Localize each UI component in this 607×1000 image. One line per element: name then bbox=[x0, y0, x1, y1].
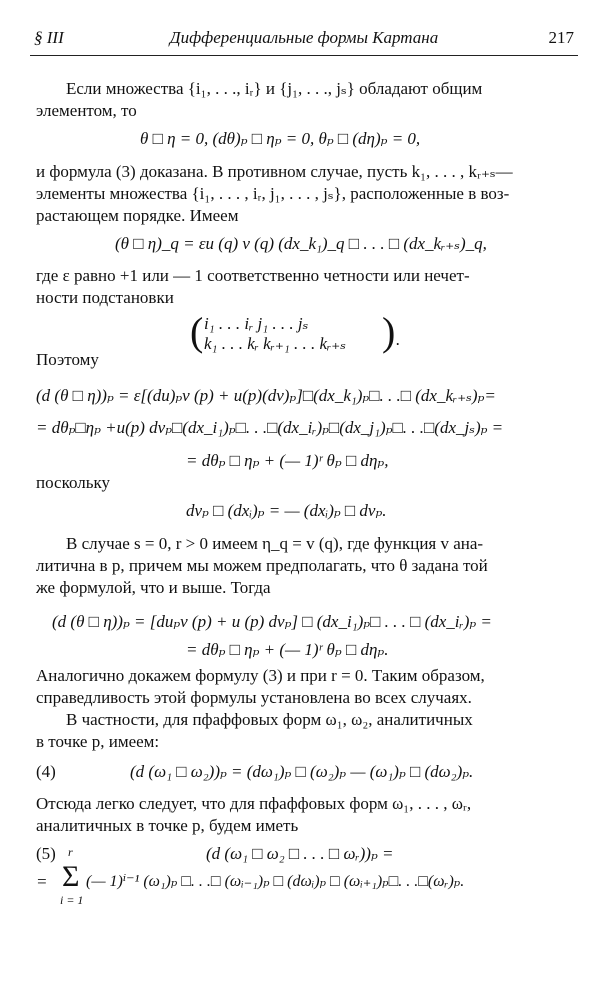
permutation-period: . bbox=[396, 330, 401, 349]
text-line: же формулой, что и выше. Тогда bbox=[36, 578, 271, 597]
text-line: литична в p, причем мы можем предполагать, что θ задана той bbox=[36, 556, 488, 575]
equation: = dθₚ □ ηₚ + (— 1)ʳ θₚ □ dηₚ, bbox=[186, 451, 389, 470]
matrix-left-paren: ( bbox=[190, 309, 204, 354]
text-line: В случае s = 0, r > 0 имеем η_q = v (q), где функция v ана- bbox=[66, 534, 484, 553]
text-line: поскольку bbox=[36, 473, 110, 492]
summation-sign: Σ bbox=[62, 860, 80, 893]
equation: (d (ω₁ □ ω₂))ₚ = (dω₁)ₚ □ (ω₂)ₚ — (ω₁)ₚ □ (dω₂)ₚ. bbox=[130, 762, 474, 781]
sum-upper-limit: r bbox=[68, 845, 73, 859]
equation: (d (θ □ η))ₚ = ε[(du)ₚv (p) + u(p)(dv)ₚ]□(dx_k₁)ₚ□. . .□ (dx_kᵣ₊ₛ)ₚ= bbox=[36, 386, 496, 405]
text-line: Поэтому bbox=[36, 350, 99, 369]
sum-lower-limit: i = 1 bbox=[60, 893, 84, 907]
text-line: растающем порядке. Имеем bbox=[36, 206, 239, 225]
equals-sign: = bbox=[36, 872, 48, 891]
page-number: 217 bbox=[548, 28, 574, 47]
text-line: Если множества {i₁, . . ., iᵣ} и {j₁, . . ., jₛ} обладают общим bbox=[66, 79, 483, 98]
text-line: аналитичных в точке p, будем иметь bbox=[36, 816, 299, 835]
text-line: и формула (3) доказана. В противном случае, пусть k₁, . . . , kᵣ₊ₛ— bbox=[36, 162, 513, 181]
text-line: Отсюда легко следует, что для пфаффовых форм ω₁, . . . , ωᵣ, bbox=[36, 794, 472, 813]
text-line: В частности, для пфаффовых форм ω₁, ω₂, аналитичных bbox=[66, 710, 473, 729]
permutation-bottom-row: k₁ . . . kᵣ kᵣ₊₁ . . . kᵣ₊ₛ bbox=[204, 334, 346, 353]
equation: dvₚ □ (dxᵢ)ₚ = — (dxᵢ)ₚ □ dvₚ. bbox=[186, 501, 387, 520]
text-line: справедливость этой формулы установлена во всех случаях. bbox=[36, 688, 472, 707]
text-line: Аналогично докажем формулу (3) и при r = 0. Таким образом, bbox=[36, 666, 485, 685]
running-header bbox=[30, 28, 578, 54]
equation: (θ □ η)_q = εu (q) v (q) (dx_k₁)_q □ . . . □ (dx_kᵣ₊ₛ)_q, bbox=[115, 234, 487, 253]
text-line: элементы множества {i₁, . . . , iᵣ, j₁, . . . , jₛ}, расположенные в воз- bbox=[36, 184, 510, 203]
chapter-title: Дифференциальные формы Картана bbox=[169, 28, 439, 47]
equation-number: (4) bbox=[36, 762, 56, 781]
text-line: элементом, то bbox=[36, 101, 137, 120]
permutation-top-row: i₁ . . . iᵣ j₁ . . . jₛ bbox=[204, 314, 309, 333]
section-label: § III bbox=[34, 28, 64, 47]
equation: (d (ω₁ □ ω₂ □ . . . □ ωᵣ))ₚ = bbox=[206, 844, 394, 863]
equation: = dθₚ □ ηₚ + (— 1)ʳ θₚ □ dηₚ. bbox=[186, 640, 389, 659]
matrix-right-paren: ) bbox=[382, 309, 396, 354]
text-line: в точке p, имеем: bbox=[36, 732, 160, 751]
header-rule bbox=[30, 55, 578, 56]
text-line: где ε равно +1 или — 1 соответственно четности или нечет- bbox=[36, 266, 470, 285]
equation-number: (5) bbox=[36, 844, 56, 863]
equation: θ □ η = 0, (dθ)ₚ □ ηₚ = 0, θₚ □ (dη)ₚ = 0, bbox=[140, 129, 421, 148]
equation: = dθₚ□ηₚ +u(p) dvₚ□(dx_i₁)ₚ□. . .□(dx_iᵣ)ₚ□(dx_j₁)ₚ□. . .□(dx_jₛ)ₚ = bbox=[36, 418, 504, 437]
text-line: ности подстановки bbox=[36, 288, 174, 307]
equation: (d (θ □ η))ₚ = [duₚv (p) + u (p) dvₚ] □ (dx_i₁)ₚ□ . . . □ (dx_iᵣ)ₚ = bbox=[52, 612, 492, 631]
equation: (— 1)ⁱ⁻¹ (ω₁)ₚ □. . .□ (ωᵢ₋₁)ₚ □ (dωᵢ)ₚ □ (ωᵢ₊₁)ₚ□. . .□(ωᵣ)ₚ. bbox=[86, 873, 465, 890]
